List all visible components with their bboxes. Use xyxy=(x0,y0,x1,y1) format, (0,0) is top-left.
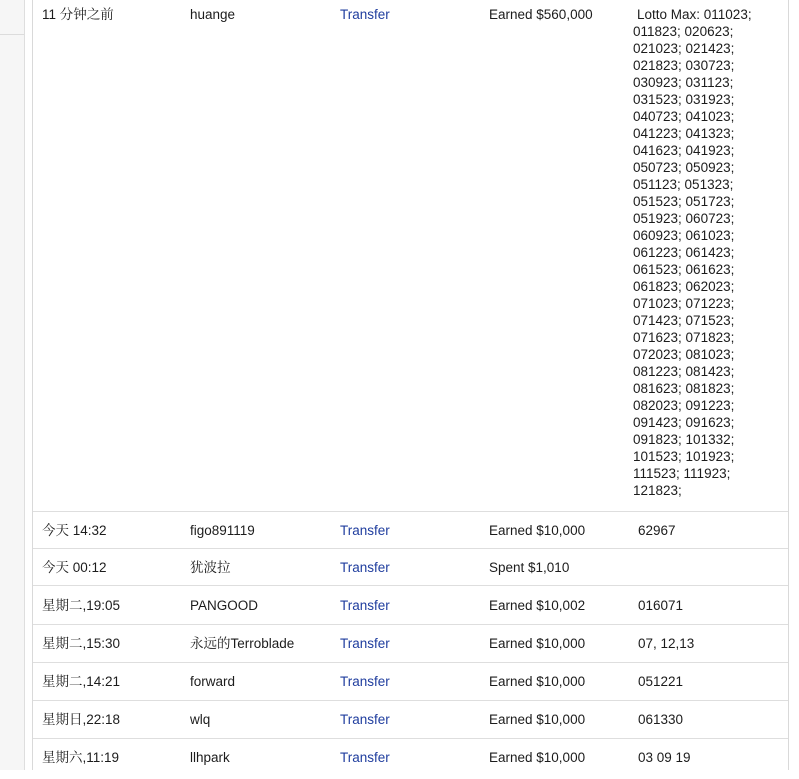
note-line: 051523; 051723; xyxy=(633,194,735,209)
row-user: huange xyxy=(190,7,236,22)
note-line: 051923; 060723; xyxy=(633,211,735,226)
row-user: llhpark xyxy=(190,750,230,765)
row-time: 星期二,19:05 xyxy=(42,598,121,613)
note-line: 060923; 061023; xyxy=(633,228,735,243)
transfer-link[interactable]: Transfer xyxy=(340,598,390,613)
note-line: 071023; 071223; xyxy=(633,296,735,311)
row-amount: Earned $10,000 xyxy=(489,750,586,765)
note-line: 091823; 101332; xyxy=(633,432,735,447)
row-note: 07, 12,13 xyxy=(638,636,695,651)
row-time: 11 分钟之前 xyxy=(42,7,114,22)
row-user: 犹波拉 xyxy=(190,560,231,575)
row-user: wlq xyxy=(190,712,211,727)
row-note: 016071 xyxy=(638,598,684,613)
left-sidebar-edge xyxy=(0,0,25,770)
table-row xyxy=(33,0,788,512)
transfer-link[interactable]: Transfer xyxy=(340,750,390,765)
row-time: 今天 00:12 xyxy=(42,560,107,575)
row-time: 今天 14:32 xyxy=(42,523,107,538)
note-line: 121823; xyxy=(633,483,682,498)
note-line: 061223; 061423; xyxy=(633,245,735,260)
note-line: Lotto Max: 011023; xyxy=(637,7,752,22)
row-user: 永远的Terroblade xyxy=(190,636,295,651)
note-line: 041623; 041923; xyxy=(633,143,735,158)
transfer-link[interactable]: Transfer xyxy=(340,523,390,538)
row-amount: Earned $10,000 xyxy=(489,712,586,727)
note-line: 041223; 041323; xyxy=(633,126,735,141)
note-line: 111523; 111923; xyxy=(633,466,731,481)
row-amount: Earned $560,000 xyxy=(489,7,593,22)
row-time: 星期日,22:18 xyxy=(42,712,121,727)
table-row xyxy=(33,512,788,549)
row-note: 061330 xyxy=(638,712,684,727)
transfer-link[interactable]: Transfer xyxy=(340,636,390,651)
row-time: 星期二,15:30 xyxy=(42,636,121,651)
note-line: 091423; 091623; xyxy=(633,415,735,430)
note-line: 011823; 020623; xyxy=(633,24,734,39)
row-note: 62967 xyxy=(638,523,676,538)
sidebar-divider xyxy=(0,34,24,35)
transfer-link[interactable]: Transfer xyxy=(340,674,390,689)
table-row xyxy=(33,586,788,625)
note-line: 021823; 030723; xyxy=(633,58,735,73)
row-amount: Spent $1,010 xyxy=(489,560,570,575)
note-line: 050723; 050923; xyxy=(633,160,735,175)
table-row xyxy=(33,739,788,779)
row-user: forward xyxy=(190,674,236,689)
note-line: 021023; 021423; xyxy=(633,41,735,56)
note-line: 061523; 061623; xyxy=(633,262,735,277)
row-amount: Earned $10,000 xyxy=(489,674,586,689)
note-line: 071423; 071523; xyxy=(633,313,735,328)
note-line: 061823; 062023; xyxy=(633,279,735,294)
note-line: 081223; 081423; xyxy=(633,364,735,379)
row-amount: Earned $10,002 xyxy=(489,598,586,613)
table-row xyxy=(33,549,788,586)
note-line: 071623; 071823; xyxy=(633,330,735,345)
transfer-link[interactable]: Transfer xyxy=(340,712,390,727)
note-line: 082023; 091223; xyxy=(633,398,735,413)
table-row xyxy=(33,701,788,739)
note-line: 040723; 041023; xyxy=(633,109,735,124)
table-row xyxy=(33,625,788,663)
table-row xyxy=(33,663,788,701)
row-amount: Earned $10,000 xyxy=(489,523,586,538)
transfer-link[interactable]: Transfer xyxy=(340,7,390,22)
transfer-link[interactable]: Transfer xyxy=(340,560,390,575)
row-note: 03 09 19 xyxy=(638,750,691,765)
row-amount: Earned $10,000 xyxy=(489,636,586,651)
note-line: 030923; 031123; xyxy=(633,75,734,90)
row-note: 051221 xyxy=(638,674,684,689)
note-line: 072023; 081023; xyxy=(633,347,735,362)
transaction-log-table xyxy=(32,0,789,770)
note-line: 081623; 081823; xyxy=(633,381,735,396)
row-time: 星期二,14:21 xyxy=(42,674,121,689)
row-user: figo891119 xyxy=(190,523,255,538)
note-line: 031523; 031923; xyxy=(633,92,735,107)
row-user: PANGOOD xyxy=(190,598,259,613)
row-time: 星期六,11:19 xyxy=(42,750,120,765)
note-line: 051123; 051323; xyxy=(633,177,734,192)
row-note xyxy=(633,6,773,499)
note-line: 101523; 101923; xyxy=(633,449,735,464)
